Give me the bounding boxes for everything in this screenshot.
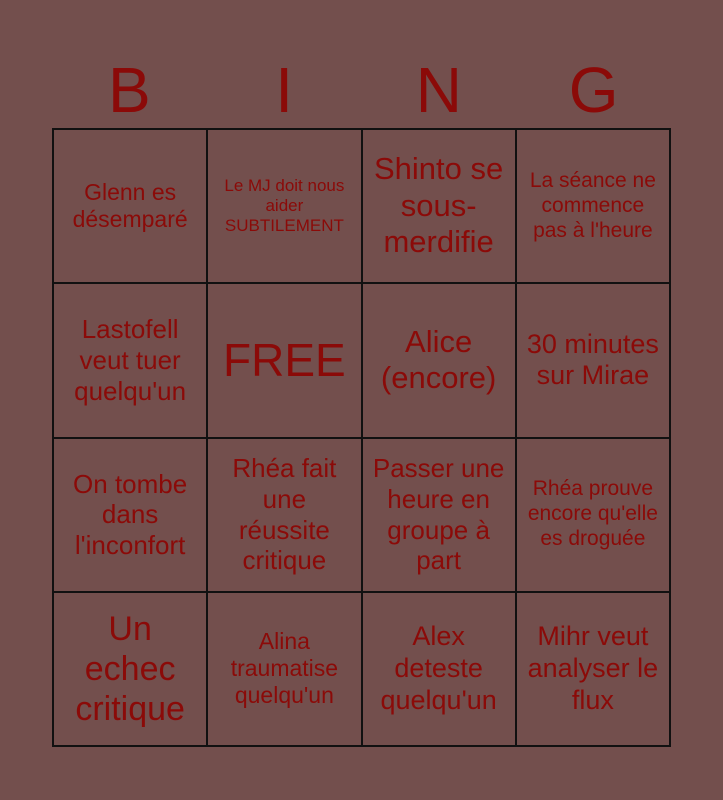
header-letter-i: I xyxy=(275,54,294,126)
bingo-cell[interactable]: Alex deteste quelqu'un xyxy=(362,592,516,746)
bingo-cell[interactable]: Le MJ doit nous aider SUBTILEMENT xyxy=(207,129,361,283)
bingo-header xyxy=(52,55,671,125)
bingo-cell[interactable]: Passer une heure en groupe à part xyxy=(362,438,516,592)
bingo-cell[interactable]: Mihr veut analyser le flux xyxy=(516,592,670,746)
bingo-cell[interactable]: Alice (encore) xyxy=(362,283,516,437)
bingo-cell[interactable]: Alina traumatise quelqu'un xyxy=(207,592,361,746)
bingo-grid xyxy=(52,128,671,747)
bingo-cell[interactable]: Un echec critique xyxy=(53,592,207,746)
bingo-cell[interactable]: Glenn es désemparé xyxy=(53,129,207,283)
bingo-cell[interactable]: 30 minutes sur Mirae xyxy=(516,283,670,437)
bingo-cell[interactable]: Rhéa prouve encore qu'elle es droguée xyxy=(516,438,670,592)
bingo-cell[interactable]: On tombe dans l'inconfort xyxy=(53,438,207,592)
bingo-free-cell[interactable]: FREE xyxy=(207,283,361,437)
bingo-cell[interactable]: La séance ne commence pas à l'heure xyxy=(516,129,670,283)
header-letter-g: G xyxy=(568,54,619,126)
bingo-cell[interactable]: Shinto se sous-merdifie xyxy=(362,129,516,283)
bingo-cell[interactable]: Rhéa fait une réussite critique xyxy=(207,438,361,592)
header-letter-n: N xyxy=(415,54,462,126)
header-letter-b: B xyxy=(108,54,151,126)
bingo-cell[interactable]: Lastofell veut tuer quelqu'un xyxy=(53,283,207,437)
